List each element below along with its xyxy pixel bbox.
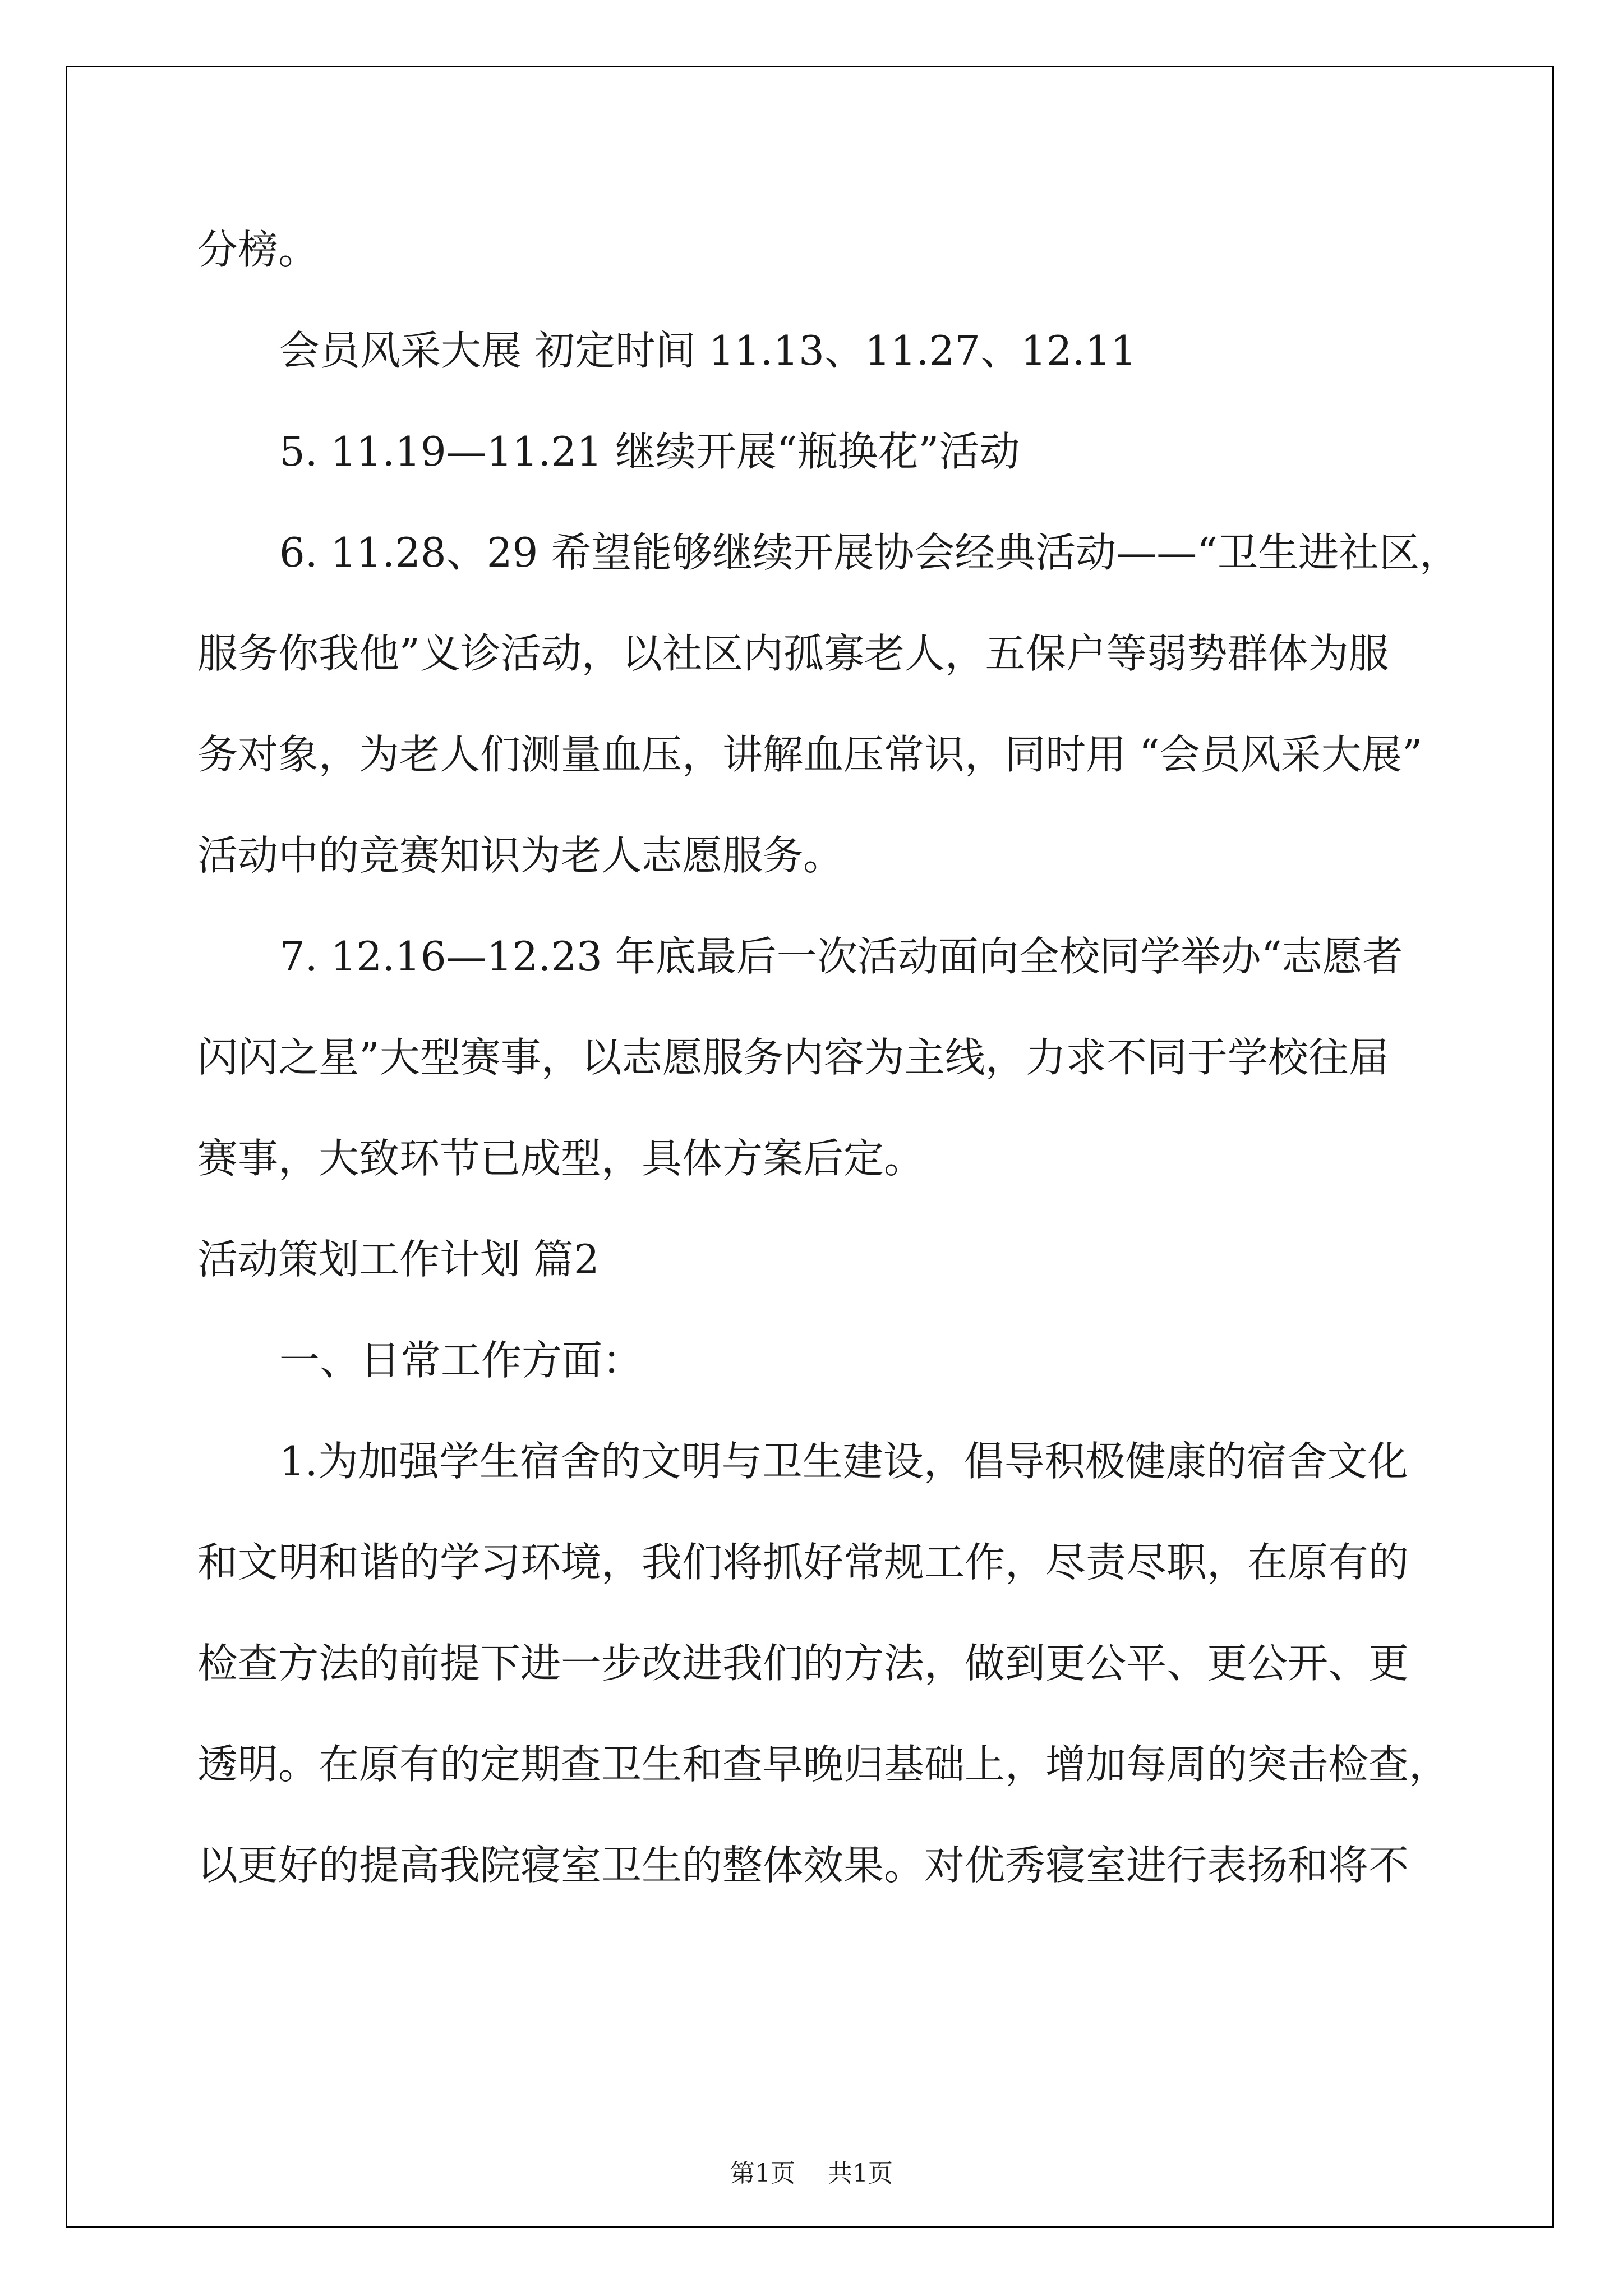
text-line: 和文明和谐的学习环境，我们将抓好常规工作，尽责尽职，在原有的 <box>197 1539 1409 1586</box>
text-line: 分榜。 <box>197 226 319 273</box>
document-body <box>197 222 1460 1938</box>
text-line: 检查方法的前提下进一步改进我们的方法，做到更公平、更公开、更 <box>197 1640 1409 1687</box>
text-line: 赛事，大致环节已成型，具体方案后定。 <box>197 1135 925 1182</box>
page-footer <box>0 2153 1623 2189</box>
text-line: 务对象，为老人们测量血压，讲解血压常识，同时用 “会员风采大展” <box>197 731 1423 778</box>
list-item-6: 6. 11.28、29 希望能够继续开展协会经典活动——“卫生进社区， <box>279 529 1460 576</box>
list-item-7: 7. 12.16—12.23 年底最后一次活动面向全校同学举办“志愿者 <box>279 933 1403 980</box>
list-item-1: 1.为加强学生宿舍的文明与卫生建设，倡导积极健康的宿舍文化 <box>279 1438 1408 1485</box>
section-heading: 活动策划工作计划 篇2 <box>197 1236 600 1283</box>
text-line: 活动中的竞赛知识为老人志愿服务。 <box>197 832 844 879</box>
page-total: 共1页 <box>828 2159 893 2188</box>
text-line: 服务你我他”义诊活动，以社区内孤寡老人，五保户等弱势群体为服 <box>197 630 1389 677</box>
list-item-5: 5. 11.19—11.21 继续开展“瓶换花”活动 <box>279 428 1020 475</box>
text-line: 会员风采大展 初定时间 11.13、11.27、12.11 <box>279 327 1137 374</box>
page-number: 第1页 <box>730 2159 795 2188</box>
subsection-heading: 一、日常工作方面： <box>279 1337 643 1384</box>
text-line: 闪闪之星”大型赛事，以志愿服务内容为主线，力求不同于学校往届 <box>197 1034 1389 1081</box>
text-line: 透明。在原有的定期查卫生和查早晚归基础上，增加每周的突击检查， <box>197 1741 1450 1788</box>
text-line: 以更好的提高我院寝室卫生的整体效果。对优秀寝室进行表扬和将不 <box>197 1842 1409 1889</box>
